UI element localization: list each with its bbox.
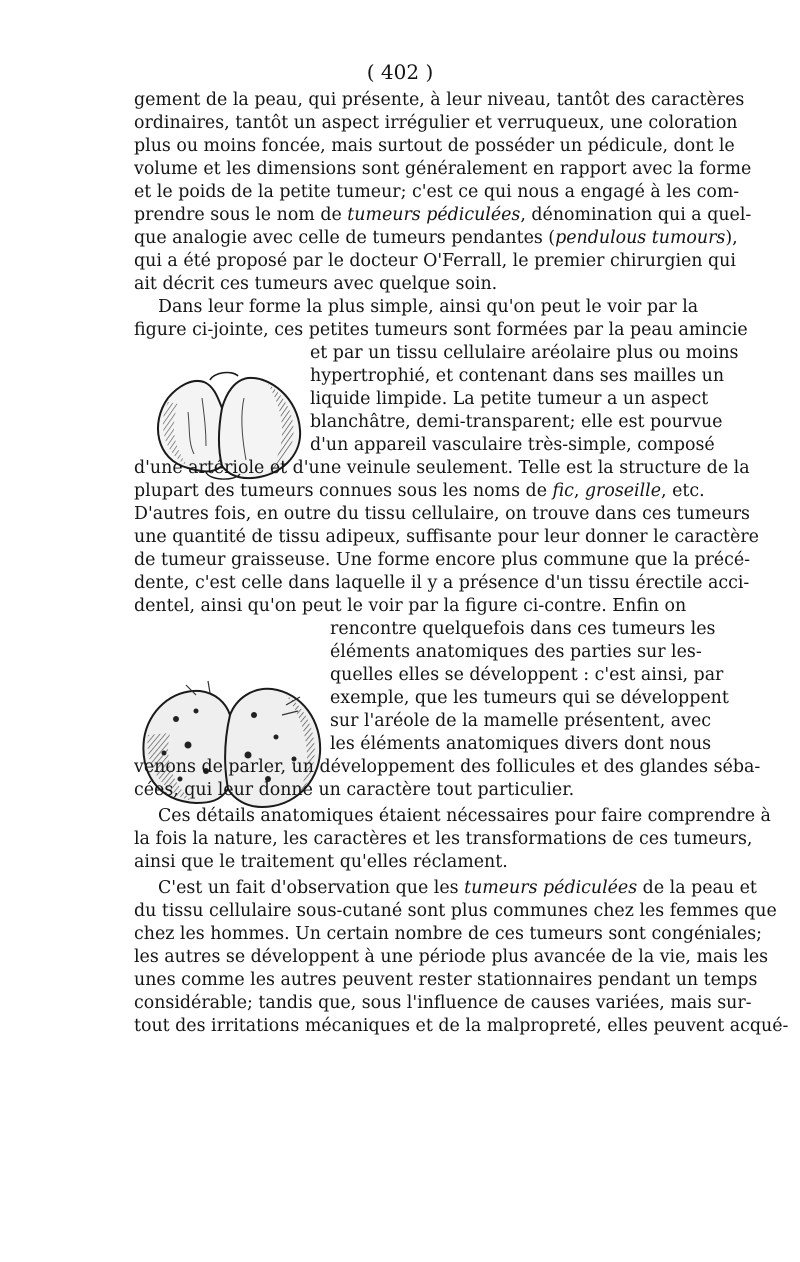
text-line: ainsi que le traitement qu'elles réclament. [134, 852, 508, 872]
page-number: ( 402 ) [366, 60, 434, 84]
text-line: qui a été proposé par le docteur O'Ferrall, le premier chirurgien qui [134, 251, 736, 271]
text-line: du tissu cellulaire sous-cutané sont plus communes chez les femmes que [134, 901, 777, 921]
text-line: quelles elles se développent : c'est ainsi, par [330, 665, 724, 685]
text-line: plupart des tumeurs connues sous les noms de fic, groseille, etc. [134, 481, 705, 501]
text-line: et le poids de la petite tumeur; c'est ce qui nous a engagé à les com- [134, 182, 740, 202]
text-line: de tumeur graisseuse. Une forme encore plus commune que la précé- [134, 550, 751, 570]
text-line: ordinaires, tantôt un aspect irrégulier et verruqueux, une coloration [134, 113, 738, 133]
text-line: unes comme les autres peuvent rester stationnaires pendant un temps [134, 970, 758, 990]
text-line: considérable; tandis que, sous l'influence de causes variées, mais sur- [134, 993, 752, 1013]
text-line: exemple, que les tumeurs qui se développent [330, 688, 729, 708]
text-line: liquide limpide. La petite tumeur a un aspect [310, 389, 709, 409]
text-line: tout des irritations mécaniques et de la malpropreté, elles peuvent acqué- [134, 1016, 789, 1036]
text-line: les autres se développent à une période plus avancée de la vie, mais les [134, 947, 769, 967]
text-line: prendre sous le nom de tumeurs pédiculées, dénomination qui a quel- [134, 205, 752, 225]
text-line: la fois la nature, les caractères et les transformations de ces tumeurs, [134, 829, 753, 849]
text-line: chez les hommes. Un certain nombre de ces tumeurs sont congéniales; [134, 924, 763, 944]
text-line: éléments anatomiques des parties sur les- [330, 642, 702, 662]
text-line: venons de parler, un développement des follicules et des glandes séba- [134, 757, 761, 777]
text-line: ait décrit ces tumeurs avec quelque soin. [134, 274, 498, 294]
text-line: hypertrophié, et contenant dans ses mailles un [310, 366, 725, 386]
text-line: que analogie avec celle de tumeurs pendantes (pendulous tumours), [134, 228, 738, 248]
text-line: dente, c'est celle dans laquelle il y a présence d'un tissu érectile acci- [134, 573, 750, 593]
text-line: figure ci-jointe, ces petites tumeurs sont formées par la peau amincie [134, 320, 748, 340]
text-line: Dans leur forme la plus simple, ainsi qu'on peut le voir par la [158, 297, 699, 317]
text-line: plus ou moins foncée, mais surtout de posséder un pédicule, dont le [134, 136, 735, 156]
text-line: une quantité de tissu adipeux, suffisante pour leur donner le caractère [134, 527, 759, 547]
text-line: rencontre quelquefois dans ces tumeurs les [330, 619, 716, 639]
text-line: cées, qui leur donne un caractère tout particulier. [134, 780, 575, 800]
text-line: d'un appareil vasculaire très-simple, composé [310, 435, 715, 455]
text-line: les éléments anatomiques divers dont nous [330, 734, 712, 754]
text-line: gement de la peau, qui présente, à leur niveau, tantôt des caractères [134, 90, 745, 110]
text-line: blanchâtre, demi-transparent; elle est pourvue [310, 412, 723, 432]
text-line: volume et les dimensions sont généralement en rapport avec la forme [134, 159, 752, 179]
text-line: d'une artériole et d'une veinule seulement. Telle est la structure de la [134, 458, 750, 478]
text-line: sur l'aréole de la mamelle présentent, avec [330, 711, 712, 731]
text-line: C'est un fait d'observation que les tumeurs pédiculées de la peau et [158, 878, 757, 898]
text-line: D'autres fois, en outre du tissu cellulaire, on trouve dans ces tumeurs [134, 504, 750, 524]
text-line: et par un tissu cellulaire aréolaire plus ou moins [310, 343, 739, 363]
text-line: Ces détails anatomiques étaient nécessaires pour faire comprendre à [158, 806, 771, 826]
text-line: dentel, ainsi qu'on peut le voir par la figure ci-contre. Enfin on [134, 596, 687, 616]
